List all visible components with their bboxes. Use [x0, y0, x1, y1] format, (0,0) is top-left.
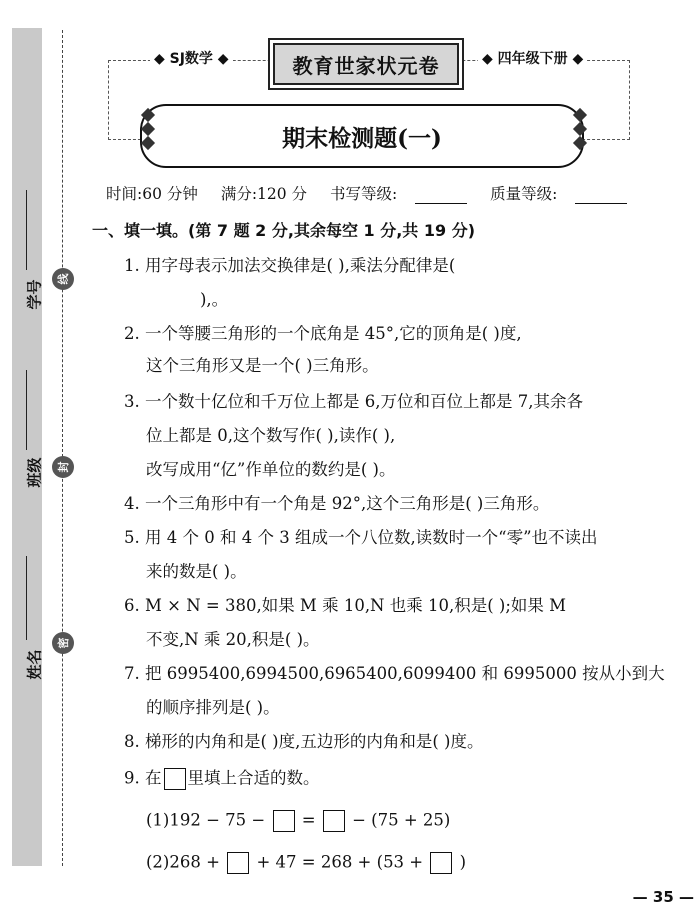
- time-limit: 时间:60 分钟: [106, 185, 198, 203]
- class-line: [26, 370, 27, 450]
- quality-grade: 质量等级:: [490, 185, 627, 203]
- student-id-label: 学号: [25, 279, 44, 310]
- question-3-line-1: 3. 一个数十亿位和千万位上都是 6,万位和百位上都是 7,其余各: [124, 392, 583, 411]
- binding-sidebar: [12, 28, 42, 866]
- answer-box[interactable]: [323, 810, 345, 832]
- name-line: [26, 556, 27, 640]
- question-1-line-2: ),。: [200, 290, 229, 309]
- answer-box[interactable]: [164, 768, 186, 790]
- question-3-line-3: 改写成用“亿”作单位的数约是( )。: [146, 460, 396, 479]
- question-2-line-1: 2. 一个等腰三角形的一个底角是 45°,它的顶角是( )度,: [124, 324, 522, 343]
- question-8: 8. 梯形的内角和是( )度,五边形的内角和是( )度。: [124, 732, 484, 751]
- question-1-line-1: 1. 用字母表示加法交换律是( ),乘法分配律是(: [124, 256, 456, 275]
- question-4: 4. 一个三角形中有一个角是 92°,这个三角形是( )三角形。: [124, 494, 550, 513]
- class-label: 班级: [25, 457, 44, 488]
- question-9-part-2: (2)268 + + 47 = 268 + (53 + ): [146, 852, 466, 874]
- page-title: 期末检测题(一): [140, 104, 584, 168]
- page-number: — 35 —: [632, 888, 694, 906]
- question-7-line-2: 的顺序排列是( )。: [146, 698, 280, 717]
- writing-grade: 书写等级:: [330, 185, 467, 203]
- cut-line: [62, 30, 63, 866]
- subject-tag: ◆ SJ数学 ◆: [150, 48, 233, 68]
- exam-meta: [106, 182, 645, 204]
- name-label: 姓名: [25, 649, 44, 680]
- question-9-part-1: (1)192 − 75 − = − (75 + 25): [146, 810, 450, 832]
- seal-feng-mark: 封: [52, 456, 74, 478]
- answer-box[interactable]: [273, 810, 295, 832]
- answer-box[interactable]: [430, 852, 452, 874]
- question-5-line-2: 来的数是( )。: [146, 562, 247, 581]
- full-score: 满分:120 分: [220, 185, 308, 203]
- question-6-line-1: 6. M × N = 380,如果 M 乘 10,N 也乘 10,积是( );如果 M: [124, 596, 567, 615]
- question-2-line-2: 这个三角形又是一个( )三角形。: [146, 356, 379, 375]
- question-3-line-2: 位上都是 0,这个数写作( ),读作( ),: [146, 426, 396, 445]
- seal-mi-mark: 密: [52, 632, 74, 654]
- question-6-line-2: 不变,N 乘 20,积是( )。: [146, 630, 320, 649]
- question-9: 9. 在 里填上合适的数。: [124, 768, 320, 790]
- series-banner: 教育世家状元卷: [268, 38, 464, 90]
- question-5-line-1: 5. 用 4 个 0 和 4 个 3 组成一个八位数,读数时一个“零”也不读出: [124, 528, 598, 547]
- seal-line-mark: 线: [52, 268, 74, 290]
- student-id-line: [26, 190, 27, 270]
- section-heading: 一、填一填。(第 7 题 2 分,其余每空 1 分,共 19 分): [92, 221, 476, 240]
- question-7-line-1: 7. 把 6995400,6994500,6965400,6099400 和 6995000 按从小到大: [124, 664, 665, 683]
- grade-tag: ◆ 四年级下册 ◆: [478, 48, 587, 68]
- answer-box[interactable]: [227, 852, 249, 874]
